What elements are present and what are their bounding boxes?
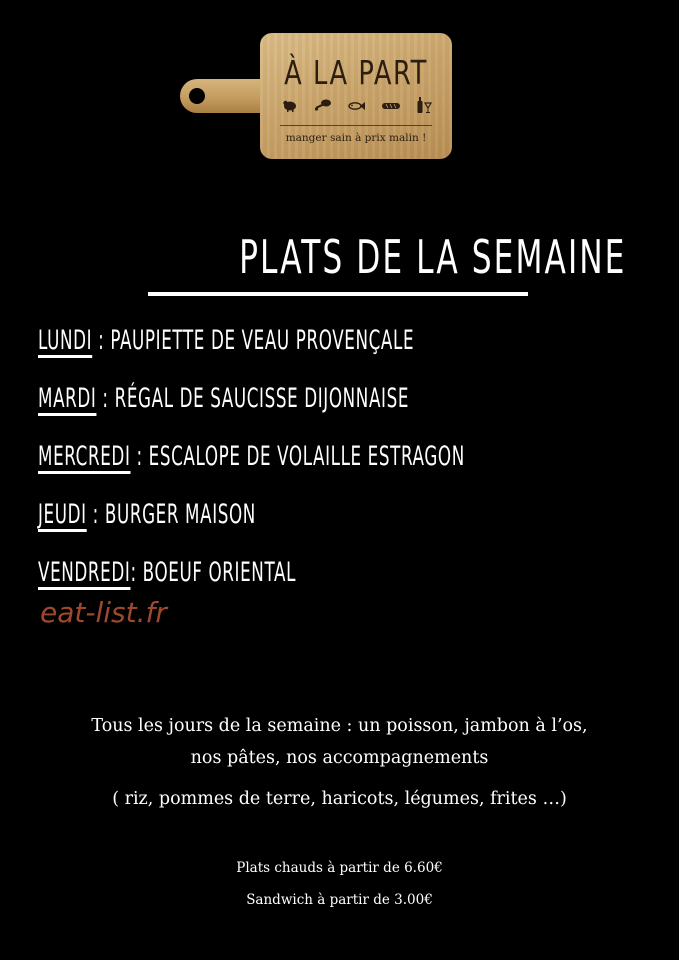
menu-row-monday: [38, 325, 414, 365]
dish-name: BURGER MAISON: [104, 499, 256, 530]
logo-title: À LA PART: [284, 53, 428, 92]
menu-row-thursday: [38, 499, 256, 539]
day-label: MARDI: [38, 383, 97, 414]
day-label: LUNDI: [38, 325, 93, 356]
heading-underline: [148, 292, 528, 296]
logo-tagline: manger sain à prix malin !: [285, 132, 427, 144]
menu-row-tuesday: [38, 383, 409, 423]
chicken-leg-icon: [314, 98, 332, 116]
sandwich-price: Sandwich à partir de 3.00€: [246, 892, 433, 908]
dish-name: RÉGAL DE SAUCISSE DIJONNAISE: [114, 383, 410, 414]
day-separator: :: [130, 441, 149, 472]
pig-icon: [282, 98, 298, 116]
heading-text: PLATS DE LA SEMAINE: [239, 230, 627, 284]
dish-name: PAUPIETTE DE VEAU PROVENÇALE: [110, 325, 415, 356]
wine-bottle-glass-icon: [416, 97, 432, 117]
logo-icons: [282, 99, 432, 115]
day-separator: :: [92, 325, 111, 356]
day-label: VENDREDI: [38, 557, 131, 588]
menu-row-wednesday: [38, 441, 465, 481]
logo-cutting-board: [180, 33, 452, 159]
watermark: eat-list.fr: [40, 596, 167, 629]
day-label: JEUDI: [38, 499, 87, 530]
board-hole: [189, 88, 205, 104]
logo-divider: [280, 125, 432, 126]
daily-line-3: ( riz, pommes de terre, haricots, légumes, frites …): [112, 789, 567, 809]
board: [260, 33, 452, 159]
weekly-dishes-heading: [148, 230, 627, 284]
fish-icon: [347, 100, 365, 115]
daily-line-2: nos pâtes, nos accompagnements: [190, 748, 489, 768]
daily-line-1: Tous les jours de la semaine : un poisson, jambon à l’os,: [91, 716, 588, 736]
dish-name: BOEUF ORIENTAL: [142, 557, 297, 588]
day-label: MERCREDI: [38, 441, 131, 472]
day-separator: :: [86, 499, 105, 530]
hot-dish-price: Plats chauds à partir de 6.60€: [236, 860, 443, 876]
baguette-icon: [381, 100, 401, 115]
menu-row-friday: [38, 557, 296, 597]
day-separator: :: [130, 557, 143, 588]
day-separator: :: [96, 383, 115, 414]
dish-name: ESCALOPE DE VOLAILLE ESTRAGON: [148, 441, 465, 472]
